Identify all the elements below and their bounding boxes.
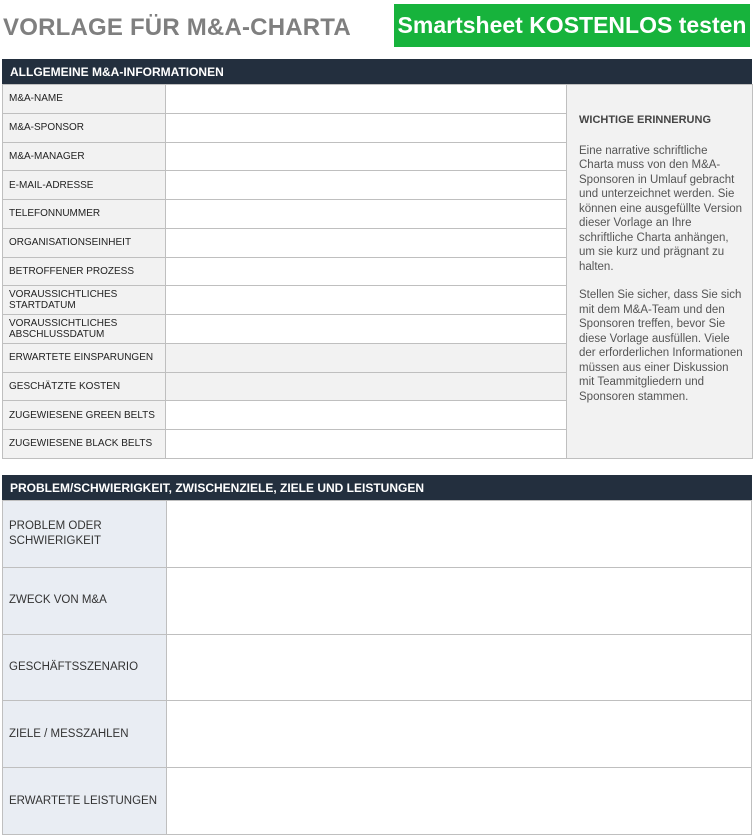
field-label: M&A-NAME <box>3 85 166 114</box>
field-label: ORGANISATIONSEINHEIT <box>3 228 166 257</box>
field-label: TELEFONNUMMER <box>3 200 166 229</box>
field-label: ERWARTETE LEISTUNGEN <box>3 768 167 835</box>
field-label: VORAUSSICHTLICHES STARTDATUM <box>3 286 166 315</box>
field-input[interactable] <box>166 315 567 344</box>
reminder-paragraph: Eine narrative schriftliche Charta muss von den M&A-Sponsoren in Umlauf gebracht und unterzeichnet werden. Sie können eine ausgefüllte Version dieser Vorlage an Ihre schriftliche Charta anhängen, um sie kurz und prägnant zu halten. <box>579 144 743 273</box>
field-label: GESCHÄTZTE KOSTEN <box>3 372 166 401</box>
field-input[interactable] <box>167 567 752 634</box>
field-label: ZUGEWIESENE GREEN BELTS <box>3 401 166 430</box>
table-row <box>3 768 752 835</box>
general-info-table <box>2 84 753 459</box>
table-row <box>3 634 752 701</box>
field-label: ZUGEWIESENE BLACK BELTS <box>3 430 166 459</box>
field-label: ERWARTETE EINSPARUNGEN <box>3 343 166 372</box>
field-label: VORAUSSICHTLICHES ABSCHLUSSDATUM <box>3 315 166 344</box>
field-input[interactable] <box>166 85 567 114</box>
general-info-header: ALLGEMEINE M&A-INFORMATIONEN <box>2 59 752 84</box>
field-input[interactable] <box>166 142 567 171</box>
try-smartsheet-button[interactable]: Smartsheet KOSTENLOS testen <box>393 3 751 48</box>
field-label: GESCHÄFTSSZENARIO <box>3 634 167 701</box>
field-input[interactable] <box>166 343 567 372</box>
table-row <box>3 567 752 634</box>
reminder-panel <box>567 85 753 459</box>
table-row <box>3 85 753 114</box>
field-input[interactable] <box>166 228 567 257</box>
field-input[interactable] <box>167 768 752 835</box>
field-input[interactable] <box>166 171 567 200</box>
problem-section-header: PROBLEM/SCHWIERIGKEIT, ZWISCHENZIELE, ZIELE UND LEISTUNGEN <box>2 475 752 500</box>
page-title: VORLAGE FÜR M&A-CHARTA <box>3 14 351 41</box>
table-row <box>3 701 752 768</box>
field-input[interactable] <box>166 113 567 142</box>
field-input[interactable] <box>166 430 567 459</box>
field-input[interactable] <box>167 634 752 701</box>
field-label: M&A-MANAGER <box>3 142 166 171</box>
field-input[interactable] <box>166 286 567 315</box>
reminder-paragraph: Stellen Sie sicher, dass Sie sich mit dem M&A-Team und den Sponsoren treffen, bevor Sie diese Vorlage ausfüllen. Viele der erforderlichen Informationen müssen aus einer Diskussion mit Teammitgliedern und Sponsoren stammen. <box>579 289 743 403</box>
field-input[interactable] <box>166 257 567 286</box>
field-label: BETROFFENER PROZESS <box>3 257 166 286</box>
field-label: PROBLEM ODER SCHWIERIGKEIT <box>3 501 167 568</box>
field-input[interactable] <box>166 372 567 401</box>
field-label: ZIELE / MESSZAHLEN <box>3 701 167 768</box>
field-input[interactable] <box>166 401 567 430</box>
field-input[interactable] <box>166 200 567 229</box>
field-input[interactable] <box>167 501 752 568</box>
field-label: E-MAIL-ADRESSE <box>3 171 166 200</box>
field-input[interactable] <box>167 701 752 768</box>
table-row <box>3 501 752 568</box>
reminder-title: WICHTIGE ERINNERUNG <box>579 114 711 126</box>
problem-table <box>2 500 752 835</box>
field-label: ZWECK VON M&A <box>3 567 167 634</box>
field-label: M&A-SPONSOR <box>3 113 166 142</box>
